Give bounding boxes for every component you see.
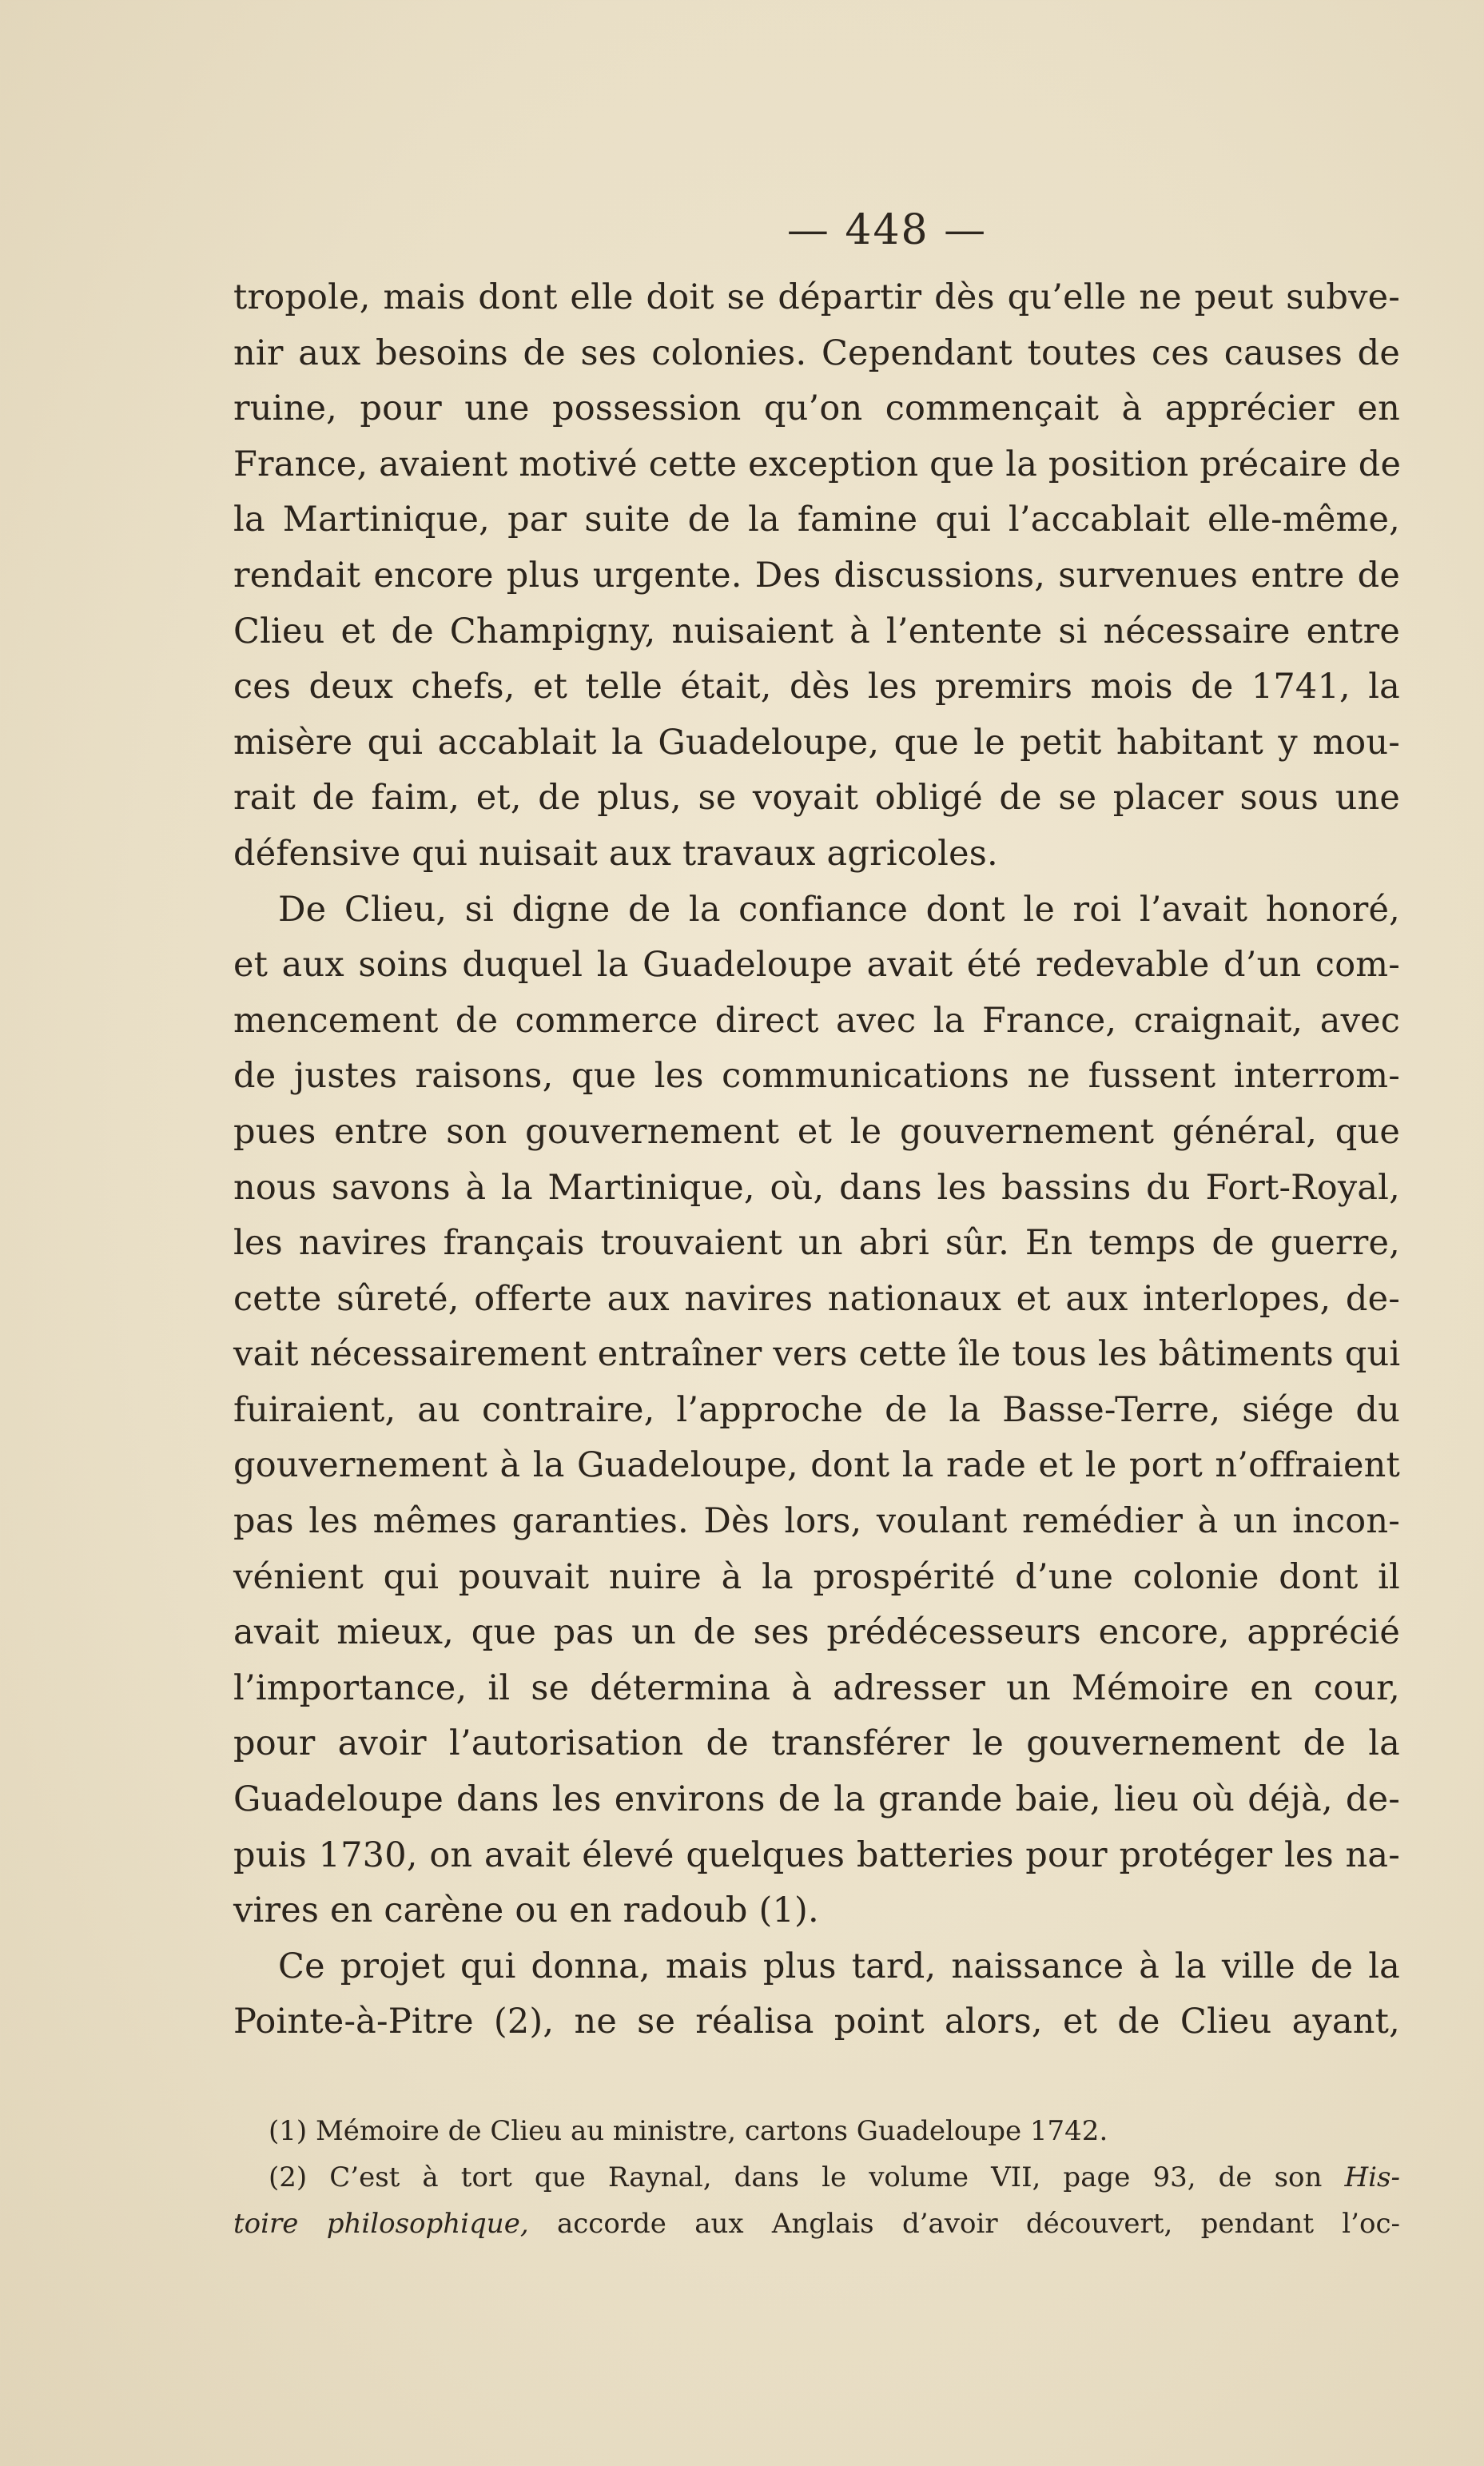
footnote-2-line-1 bbox=[233, 2154, 1400, 2201]
text-line: puis 1730, on avait élevé quelques batteries pour protéger les na- bbox=[233, 1835, 1400, 1875]
text-line: l’importance, il se détermina à adresser un Mémoire en cour, bbox=[233, 1667, 1400, 1708]
text-line: tropole, mais dont elle doit se départir dès qu’elle ne peut subve- bbox=[233, 277, 1400, 317]
footnote-2-italic-title-cont: toire philosophique, bbox=[233, 2208, 529, 2240]
text-line: pas les mêmes garanties. Dès lors, voulant remédier à un incon- bbox=[233, 1501, 1400, 1542]
text-line: rait de faim, et, de plus, se voyait obligé de se placer sous une bbox=[233, 778, 1400, 819]
text-line: vires en carène ou en radoub (1). bbox=[233, 1890, 819, 1931]
text-line: vait nécessairement entraîner vers cette île tous les bâtiments qui bbox=[233, 1334, 1401, 1375]
text-line: Ce projet qui donna, mais plus tard, naissance à la ville de la bbox=[278, 1946, 1400, 1986]
footnote-2-line-2 bbox=[233, 2201, 1400, 2247]
text-line: misère qui accablait la Guadeloupe, que le petit habitant y mou- bbox=[233, 722, 1400, 763]
text-line: nir aux besoins de ses colonies. Cependant toutes ces causes de bbox=[233, 333, 1400, 373]
text-line: ces deux chefs, et telle était, dès les premirs mois de 1741, la bbox=[233, 667, 1400, 707]
footnote-2-text: (2) C’est à tort que Raynal, dans le volume VII, page 93, de son bbox=[269, 2161, 1345, 2193]
text-line: pour avoir l’autorisation de transférer le gouvernement de la bbox=[233, 1723, 1400, 1764]
text-line: de justes raisons, que les communications ne fussent interrom- bbox=[233, 1056, 1400, 1097]
text-line: cette sûreté, offerte aux navires nationaux et aux interlopes, de- bbox=[233, 1278, 1400, 1319]
body-text bbox=[233, 270, 1400, 2050]
text-line: rendait encore plus urgente. Des discussions, survenues entre de bbox=[233, 555, 1400, 596]
text-line: Clieu et de Champigny, nuisaient à l’entente si nécessaire entre bbox=[233, 611, 1400, 651]
text-line: mencement de commerce direct avec la France, craignait, avec bbox=[233, 1000, 1400, 1041]
text-line: et aux soins duquel la Guadeloupe avait été redevable d’un com- bbox=[233, 945, 1400, 986]
text-line: vénient qui pouvait nuire à la prospérité d’une colonie dont il bbox=[233, 1556, 1400, 1597]
text-line: Guadeloupe dans les environs de la grande baie, lieu où déjà, de- bbox=[233, 1779, 1400, 1820]
text-line: ruine, pour une possession qu’on commençait à apprécier en bbox=[233, 388, 1400, 429]
footnotes bbox=[233, 2108, 1400, 2247]
footnote-2-text-cont: accorde aux Anglais d’avoir découvert, pendant l’oc- bbox=[528, 2208, 1400, 2240]
footnote-1: (1) Mémoire de Clieu au ministre, cartons Guadeloupe 1742. bbox=[269, 2115, 1108, 2147]
text-line: les navires français trouvaient un abri sûr. En temps de guerre, bbox=[233, 1223, 1400, 1264]
text-line: gouvernement à la Guadeloupe, dont la rade et le port n’offraient bbox=[233, 1445, 1400, 1486]
text-line: France, avaient motivé cette exception que la position précaire de bbox=[233, 444, 1402, 484]
text-line: avait mieux, que pas un de ses prédécesseurs encore, apprécié bbox=[233, 1612, 1400, 1653]
text-line: De Clieu, si digne de la confiance dont le roi l’avait honoré, bbox=[278, 889, 1400, 930]
page-number: — 448 — bbox=[786, 206, 988, 254]
text-line: fuiraient, au contraire, l’approche de la Basse-Terre, siége du bbox=[233, 1389, 1400, 1430]
text-line: nous savons à la Martinique, où, dans les bassins du Fort-Royal, bbox=[233, 1167, 1400, 1208]
text-line: Pointe-à-Pitre (2), ne se réalisa point alors, et de Clieu ayant, bbox=[233, 2002, 1400, 2042]
text-line: la Martinique, par suite de la famine qui l’accablait elle-même, bbox=[233, 500, 1400, 540]
text-line: pues entre son gouvernement et le gouvernement général, que bbox=[233, 1111, 1400, 1152]
footnote-2-italic-title: His- bbox=[1344, 2161, 1400, 2193]
text-line: défensive qui nuisait aux travaux agricoles. bbox=[233, 833, 998, 874]
